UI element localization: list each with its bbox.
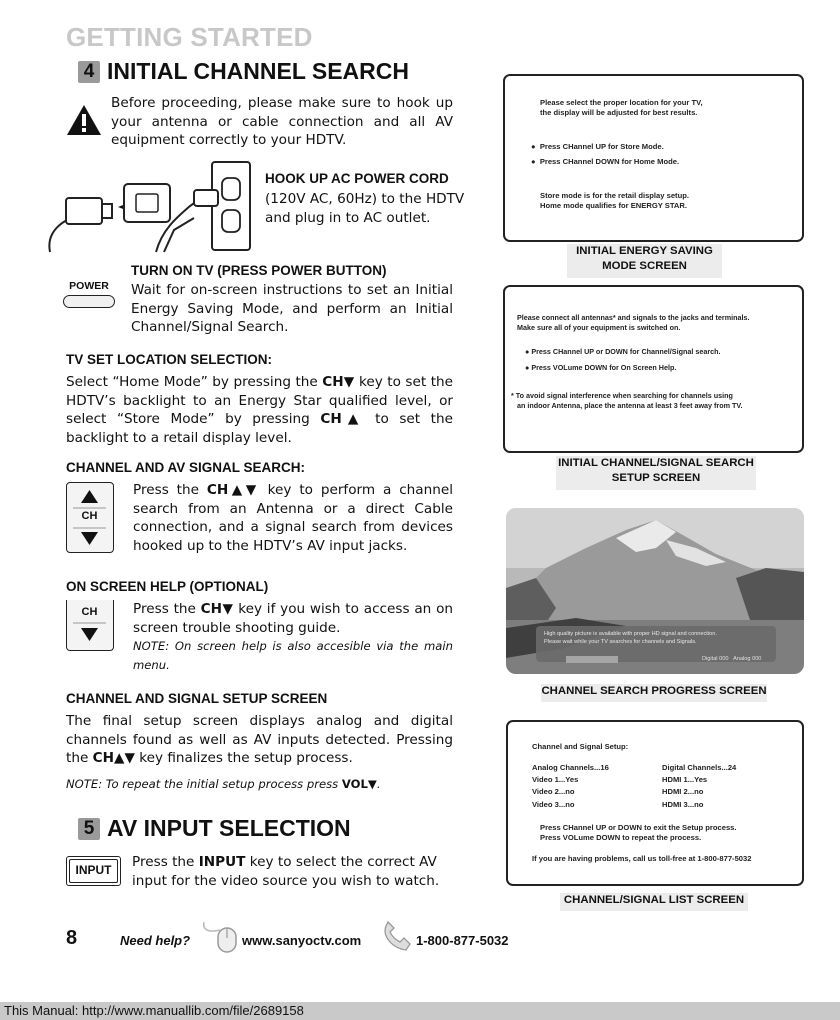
source-bar[interactable]: This Manual: http://www.manuallib.com/file/2689158 <box>0 1002 840 1020</box>
step5-title: AV INPUT SELECTION <box>107 815 351 841</box>
progress-counts: Digital 000 Analog 000 <box>702 656 762 662</box>
step5-text: Press the INPUT key to select the correct AV input for the video source you wish to watch. <box>132 854 440 889</box>
page-number: 8 <box>66 927 78 949</box>
setup-text: The final setup screen displays analog and digital channels found as well as AV inputs detected. Pressing the CH▲▼ key finalizes the setup process. <box>66 713 453 766</box>
location-heading: TV SET LOCATION SELECTION: <box>66 352 273 367</box>
step4-number: 4 <box>78 61 100 83</box>
power-cord-text: (120V AC, 60Hz) to the HDTV and plug in to AC outlet. <box>265 191 465 226</box>
power-key-icon: POWER <box>62 281 116 311</box>
help-heading: ON SCREEN HELP (OPTIONAL) <box>66 579 269 594</box>
mouse-icon <box>200 918 240 954</box>
power-cord-illustration <box>44 160 254 256</box>
channel-search-screen: Please connect all antennas* and signals to the jacks and terminals. Make sure all of your equipment is switched on. ● Press CHannel UP or DOWN for Channel/Signal search. ● Press VOLume DOWN for On Screen Help. * To avoid signal interference when searching for channels using an indoor Antenna, place the antenna at least 3 feet away from TV. <box>503 285 804 453</box>
help-text: Press the CH▼ key if you wish to access an on screen trouble shooting guide. <box>133 601 453 636</box>
warning-icon <box>66 104 102 136</box>
section-header: GETTING STARTED <box>66 22 313 52</box>
input-key-icon: INPUT <box>66 856 121 886</box>
channel-search-progress-screen <box>506 508 804 674</box>
power-cord-heading: HOOK UP AC POWER CORD <box>265 171 449 186</box>
need-help-label: Need help? <box>120 933 191 948</box>
support-url[interactable]: www.sanyoctv.com <box>242 933 362 948</box>
phone-icon <box>380 920 414 954</box>
help-note: NOTE: On screen help is also accesible via the main menu. <box>133 639 453 672</box>
support-phone: 1-800-877-5032 <box>416 933 509 948</box>
progress-message: High quality picture is available with proper HD signal and connection. Please wait while your TV searches for channels and Signals. <box>544 631 717 645</box>
step5-heading <box>78 815 351 842</box>
ch-updown-key-icon: CH <box>66 482 114 553</box>
channel-list-screen: Channel and Signal Setup: Analog Channels...16 Video 1...Yes Video 2...no Video 3...no Digital Channels...24 HDMI 1...Yes HDMI 2...no HDMI 3...no Press CHannel UP or DOWN to exit the Setup process. Press VOLume DOWN to repeat the process. If you are having problems, call us toll-free at 1-800-877-5032 <box>506 720 804 886</box>
search-screen-caption: INITIAL CHANNEL/SIGNAL SEARCH SETUP SCREEN <box>556 456 756 490</box>
turn-on-heading: TURN ON TV (PRESS POWER BUTTON) <box>131 263 387 278</box>
location-text: Select “Home Mode” by pressing the CH▼ key to set the HDTV’s backlight to an Energy Star qualified level, or select “Store Mode” by pressing CH▲ to set the backlight to a retail display level. <box>66 374 453 446</box>
setup-heading: CHANNEL AND SIGNAL SETUP SCREEN <box>66 691 328 706</box>
ch-down-key-icon: CH <box>66 600 114 651</box>
mountain-lake-photo <box>506 508 804 674</box>
search-heading: CHANNEL AND AV SIGNAL SEARCH: <box>66 460 306 475</box>
warning-text: Before proceeding, please make sure to hook up your antenna or cable connection and all AV equipment correctly to your HDTV. <box>111 95 453 148</box>
step5-number: 5 <box>78 818 100 840</box>
turn-on-text: Wait for on-screen instructions to set an Initial Energy Saving Mode, and perform an Initial Channel/Signal Search. <box>131 282 453 335</box>
step4-title: INITIAL CHANNEL SEARCH <box>107 58 409 84</box>
energy-saving-screen: Please select the proper location for your TV, the display will be adjusted for best results. ● Press CHannel UP for Store Mode. ● Press CHannel DOWN for Home Mode. Store mode is for the retail display setup. Home mode qualifies for ENERGY STAR. <box>503 74 804 242</box>
search-text: Press the CH▲▼ key to perform a channel search from an Antenna or a direct Cable connection, and a signal search from devices hooked up to the HDTV’s AV input jacks. <box>133 482 453 554</box>
repeat-note: NOTE: To repeat the initial setup process press VOL▼. <box>66 777 381 791</box>
energy-screen-caption: INITIAL ENERGY SAVING MODE SCREEN <box>567 244 722 278</box>
step4-heading <box>78 58 409 85</box>
progress-screen-caption: CHANNEL SEARCH PROGRESS SCREEN <box>541 684 767 702</box>
list-screen-caption: CHANNEL/SIGNAL LIST SCREEN <box>560 893 748 911</box>
